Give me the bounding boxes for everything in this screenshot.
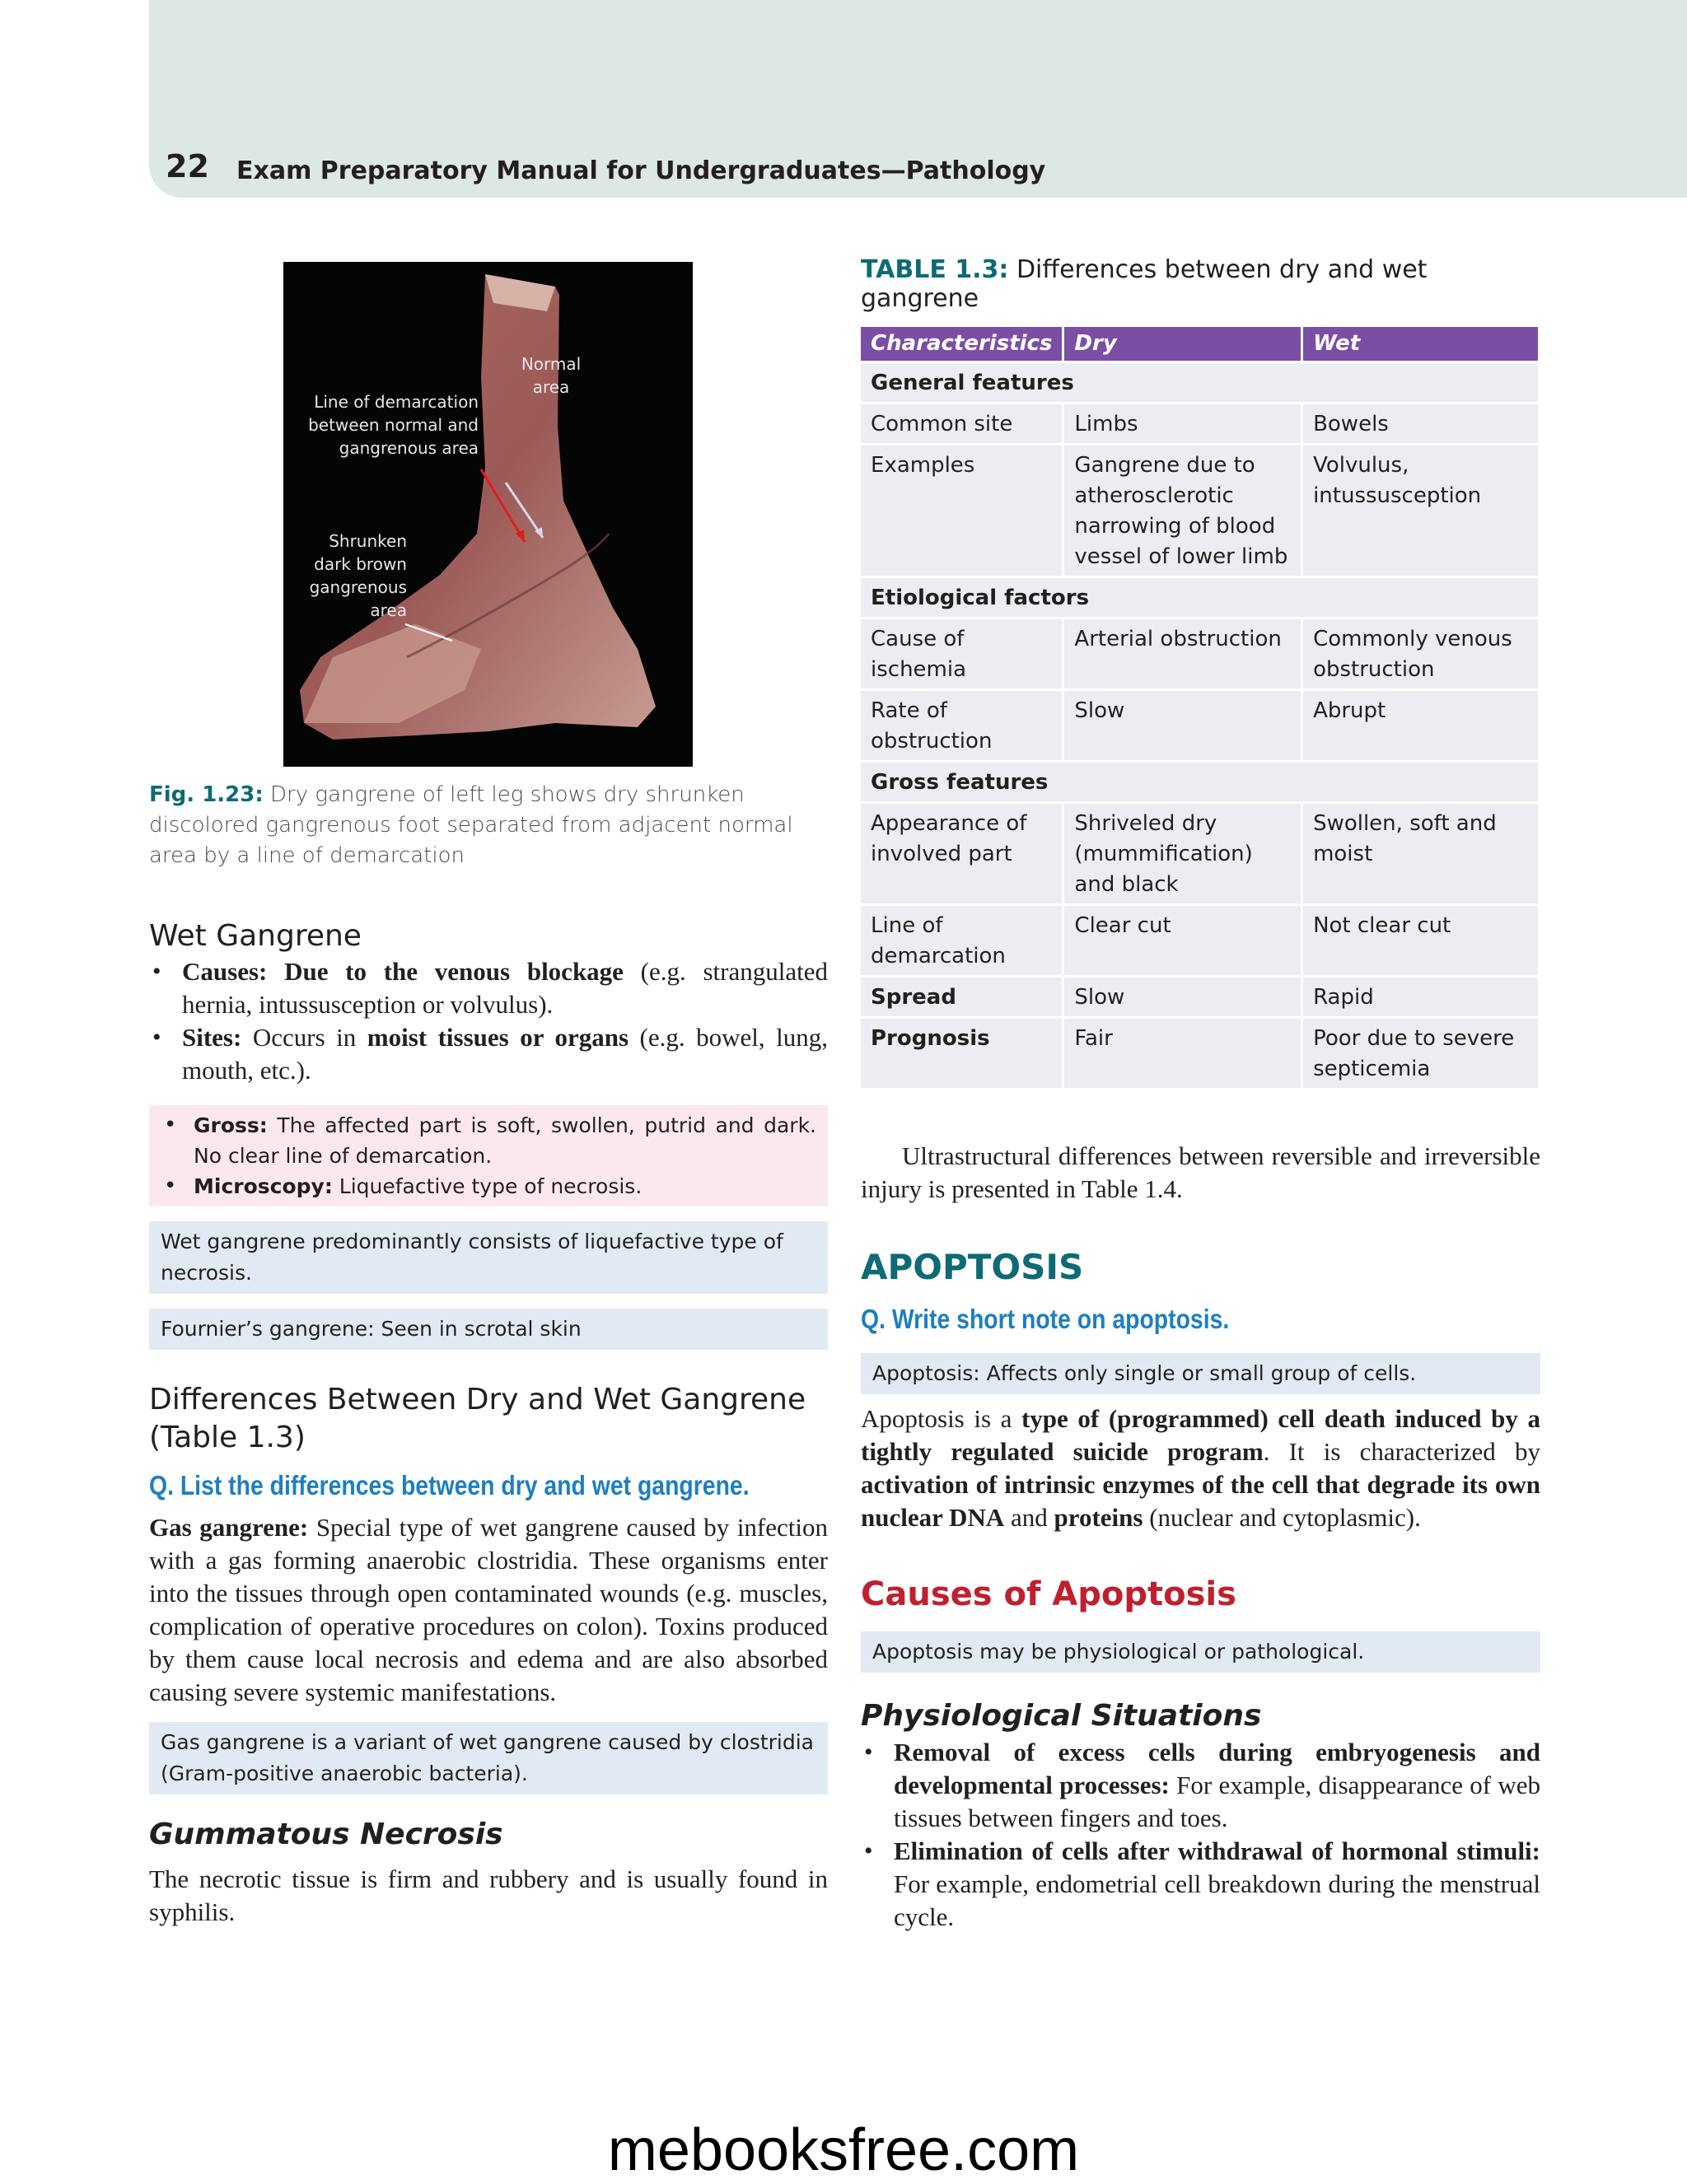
table-row: [861, 1019, 1538, 1088]
text-run: Apoptosis is a: [861, 1404, 1021, 1433]
table-cell: Slow: [1064, 691, 1301, 760]
bullet-text: Liquefactive type of necrosis.: [332, 1174, 643, 1198]
label-normal-area: Normal area: [521, 354, 582, 397]
gas-gangrene-body: Special type of wet gangrene caused by infection with a gas forming anaerobic clostridia. These organisms enter into the tissues through open contaminated wounds (e.g. muscles, complication of operative procedures on colon). Toxins produced by them cause local necrosis and edema and are also absorbed causing severe systemic manifestations.: [149, 1513, 829, 1706]
table-cell: Volvulus, intussusception: [1303, 446, 1538, 576]
label-shrunken-area: Shrunken dark brown gangrenous area: [309, 531, 407, 620]
table-section-row: [861, 363, 1538, 402]
header-dry: Dry: [1064, 327, 1301, 361]
bullet-label: Microscopy:: [194, 1174, 333, 1198]
table-cell: Gangrene due to atherosclerotic narrowing of blood vessel of lower limb: [1064, 446, 1301, 576]
list-item: [861, 1736, 1540, 1835]
table-section-row: [861, 763, 1538, 801]
table-row: [861, 446, 1538, 576]
gas-gangrene-note: Gas gangrene is a variant of wet gangrene caused by clostridia (Gram-positive anaerobic bacteria).: [149, 1722, 828, 1794]
table-cell: Bowels: [1303, 404, 1538, 443]
table-title: [861, 255, 1540, 313]
apoptosis-question: Q. Write short note on apoptosis.: [861, 1304, 1230, 1334]
bullet-bold: moist tissues or organs: [367, 1023, 629, 1052]
table-title-text: Differences between dry and wet gangrene: [861, 255, 1428, 313]
table-row: [861, 619, 1538, 688]
table-row: [861, 906, 1538, 975]
list-item: [861, 1835, 1540, 1934]
table-row: [861, 804, 1538, 903]
gas-gangrene-label: Gas gangrene:: [149, 1513, 309, 1542]
table-cell: Fair: [1064, 1019, 1301, 1088]
physiological-list: [861, 1736, 1540, 1934]
table-row: [861, 978, 1538, 1016]
header-characteristics: Characteristics: [861, 327, 1062, 361]
gummatous-text: The necrotic tissue is firm and rubbery and is usually found in syphilis.: [149, 1864, 828, 1926]
list-item: [161, 1110, 816, 1171]
table-cell: Clear cut: [1064, 906, 1301, 975]
figure-caption: [149, 780, 828, 871]
differences-heading: Differences Between Dry and Wet Gangrene (Table 1.3): [149, 1383, 806, 1454]
bullet-text: (e.g. bowel, lung, mouth, etc.).: [182, 1023, 828, 1085]
bullet-label: Sites:: [182, 1023, 242, 1052]
table-cell: Prognosis: [861, 1019, 1062, 1088]
apoptosis-note: Apoptosis: Affects only single or small group of cells.: [861, 1353, 1540, 1394]
label-line-of-demarcation: Line of demarcation between normal and gangrenous area: [308, 392, 479, 458]
table-cell: Line of demarcation: [861, 906, 1062, 975]
table-cell: Appearance of involved part: [861, 804, 1062, 903]
left-column: [149, 262, 828, 1929]
apoptosis-heading: APOPTOSIS: [861, 1247, 1084, 1287]
gross-microscopy-box: [149, 1105, 828, 1206]
gangrene-table: [858, 324, 1540, 1090]
wet-gangrene-heading: Wet Gangrene: [149, 919, 362, 953]
running-title: Exam Preparatory Manual for Undergraduates—Pathology: [236, 156, 1046, 185]
physiological-heading: Physiological Situations: [861, 1699, 1262, 1733]
leg-illustration: [283, 262, 693, 767]
section-etiological: Etiological factors: [861, 578, 1538, 617]
causes-heading: Causes of Apoptosis: [861, 1575, 1236, 1613]
apoptosis-definition: [861, 1402, 1540, 1534]
bullet-text: Occurs in: [241, 1023, 367, 1052]
text-run: . It is characterized by: [1263, 1437, 1540, 1466]
bullet-label: Causes: Due to the venous blockage: [182, 957, 624, 986]
table-cell: Rate of obstruction: [861, 691, 1062, 760]
bullet-label: Removal of excess cells during embryogenesis and developmental processes:: [894, 1738, 1540, 1799]
bold-run: type of (programmed) cell death induced by a tightly regulated suicide program: [861, 1404, 1540, 1466]
table-header-row: [861, 327, 1538, 361]
fournier-note: Fournier’s gangrene: Seen in scrotal skin: [149, 1309, 828, 1350]
bold-run: activation of intrinsic enzymes of the cell that degrade its own nuclear DNA: [861, 1470, 1540, 1532]
list-item: [149, 955, 828, 1021]
bullet-text: For example, endometrial cell breakdown during the menstrual cycle.: [894, 1869, 1540, 1931]
table-cell: Cause of ischemia: [861, 619, 1062, 688]
bullet-text: For example, disappearance of web tissues between fingers and toes.: [894, 1771, 1541, 1832]
wet-gangrene-list: [149, 955, 828, 1087]
text-run: and: [1004, 1503, 1054, 1532]
table-section-row: [861, 578, 1538, 617]
table-row: [861, 404, 1538, 443]
bold-run: proteins: [1054, 1503, 1143, 1532]
gross-microscopy-list: [161, 1110, 816, 1202]
gangrene-photo: [283, 262, 693, 767]
table-cell: Not clear cut: [1303, 906, 1538, 975]
table-cell: Swollen, soft and moist: [1303, 804, 1538, 903]
figure-caption-text: Dry gangrene of left leg shows dry shrunken discolored gangrenous foot separated from adjacent normal area by a line of demarcation: [149, 782, 793, 868]
differences-question: Q. List the differences between dry and wet gangrene.: [149, 1470, 750, 1500]
table-cell: Slow: [1064, 978, 1301, 1016]
header-wet: Wet: [1303, 327, 1538, 361]
table-title-label: TABLE 1.3:: [861, 255, 1009, 284]
table-cell: Poor due to severe septicemia: [1303, 1019, 1538, 1088]
bullet-label: Elimination of cells after withdrawal of hormonal stimuli:: [894, 1836, 1540, 1865]
table-cell: Abrupt: [1303, 691, 1538, 760]
bullet-label: Gross:: [194, 1113, 268, 1137]
watermark: mebooksfree.com: [607, 2117, 1080, 2183]
right-column: [861, 255, 1540, 1934]
list-item: [149, 1021, 828, 1087]
table-cell: Spread: [861, 978, 1062, 1016]
causes-note: Apoptosis may be physiological or pathological.: [861, 1631, 1540, 1673]
table-cell: Common site: [861, 404, 1062, 443]
figure-caption-label: Fig. 1.23:: [149, 782, 264, 807]
bullet-text: The affected part is soft, swollen, putrid and dark. No clear line of demarcation.: [194, 1113, 816, 1168]
table-cell: Examples: [861, 446, 1062, 576]
table-cell: Arterial obstruction: [1064, 619, 1301, 688]
bullet-text: (e.g. strangulated hernia, intussusception or volvulus).: [182, 957, 828, 1019]
table-row: [861, 691, 1538, 760]
page-number: 22: [166, 148, 209, 184]
section-gross: Gross features: [861, 763, 1538, 801]
table-cell: Rapid: [1303, 978, 1538, 1016]
text-run: (nuclear and cytoplasmic).: [1143, 1503, 1421, 1532]
ultrastructural-text: Ultrastructural differences between reversible and irreversible injury is presented in Table 1.4.: [861, 1141, 1540, 1203]
table-cell: Shriveled dry (mummification) and black: [1064, 804, 1301, 903]
table-cell: Limbs: [1064, 404, 1301, 443]
gummatous-heading: Gummatous Necrosis: [149, 1818, 503, 1851]
table-cell: Commonly venous obstruction: [1303, 619, 1538, 688]
liquefactive-note: Wet gangrene predominantly consists of liquefactive type of necrosis.: [149, 1221, 828, 1294]
gas-gangrene-text: [149, 1511, 828, 1709]
section-general: General features: [861, 363, 1538, 402]
list-item: [161, 1171, 816, 1202]
